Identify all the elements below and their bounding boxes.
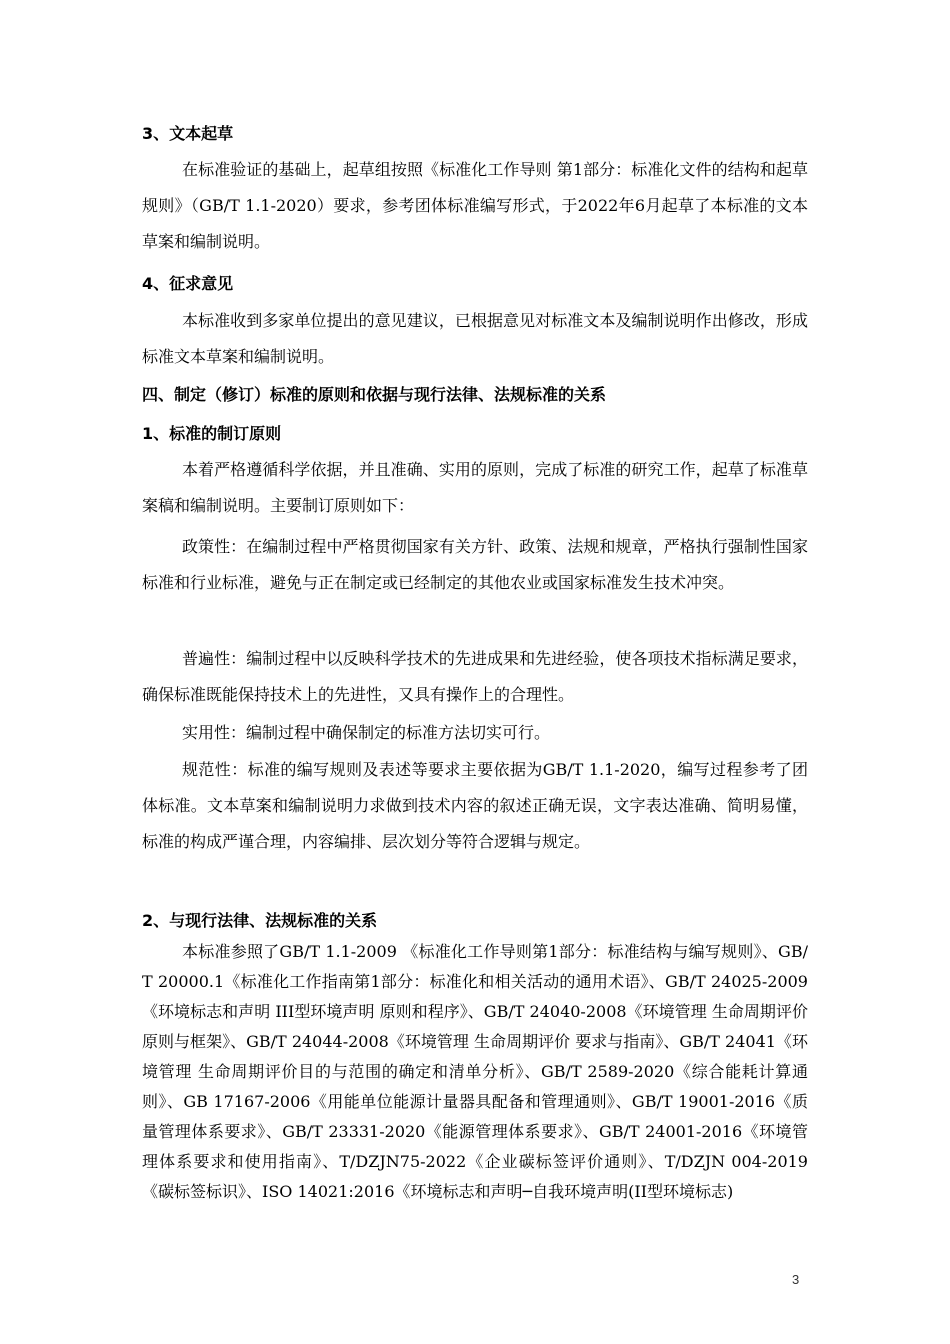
paragraph-solicit-opinions: 本标准收到多家单位提出的意见建议，已根据意见对标准文本及编制说明作出修改，形成标准文本草案和编制说明。 <box>142 311 808 366</box>
section-heading-solicit-opinions: 4、征求意见 <box>142 274 234 293</box>
section-heading-text-drafting: 3、文本起草 <box>142 124 234 143</box>
page-number: 3 <box>792 1272 800 1287</box>
paragraph-policy-principle: 政策性：在编制过程中严格贯彻国家有关方针、政策、法规和规章，严格执行强制性国家标准和行业标准，避免与正在制定或已经制定的其他农业或国家标准发生技术冲突。 <box>142 537 808 592</box>
paragraph-normativity-principle: 规范性：标准的编写规则及表述等要求主要依据为GB/T 1.1-2020，编写过程参考了团体标准。文本草案和编制说明力求做到技术内容的叙述正确无误，文字表达准确、简明易懂，标准的构成严谨合理，内容编排、层次划分等符合逻辑与规定。 <box>142 760 808 851</box>
paragraph-practicality-principle: 实用性：编制过程中确保制定的标准方法切实可行。 <box>182 723 551 742</box>
paragraph-text-drafting: 在标准验证的基础上，起草组按照《标准化工作导则 第1部分：标准化文件的结构和起草规则》（GB/T 1.1-2020）要求，参考团体标准编写形式，于2022年6月起草了本标准的文本草案和编制说明。 <box>142 160 808 251</box>
paragraph-principles-intro: 本着严格遵循科学依据，并且准确、实用的原则，完成了标准的研究工作，起草了标准草案稿和编制说明。主要制订原则如下： <box>142 460 808 515</box>
section-heading-legal-relations: 2、与现行法律、法规标准的关系 <box>142 911 378 930</box>
paragraph-referenced-standards: 本标准参照了GB/T 1.1-2009 《标准化工作导则第1部分：标准结构与编写规则》、GB/T 20000.1《标准化工作指南第1部分：标准化和相关活动的通用术语》、GB/T 24025-2009《环境标志和声明 III型环境声明 原则和程序》、GB/T 24040-2008《环境管理 生命周期评价 原则与框架》、GB/T 24044-2008《环境管理 生命周期评价 要求与指南》、GB/T 24041《环境管理 生命周期评价目的与范围的确定和清单分析》、GB/T 2589-2020《综合能耗计算通则》、GB 17167-2006《用能单位能源计量器具配备和管理通则》、GB/T 19001-2016《质量管理体系要求》、GB/T 23331-2020《能源管理体系要求》、GB/T 24001-2016《环境管理体系要求和使用指南》、T/DZJN75-2022《企业碳标签评价通则》、T/DZJN 004-2019《碳标签标识》、ISO 14021:2016《环境标志和声明─自我环境声明(II型环境标志) <box>142 942 808 1201</box>
chapter-heading-principles-and-relations: 四、制定（修订）标准的原则和依据与现行法律、法规标准的关系 <box>142 385 607 404</box>
section-heading-principles: 1、标准的制订原则 <box>142 424 282 443</box>
paragraph-universality-principle: 普遍性：编制过程中以反映科学技术的先进成果和先进经验，使各项技术指标满足要求，确保标准既能保持技术上的先进性，又具有操作上的合理性。 <box>142 649 808 704</box>
